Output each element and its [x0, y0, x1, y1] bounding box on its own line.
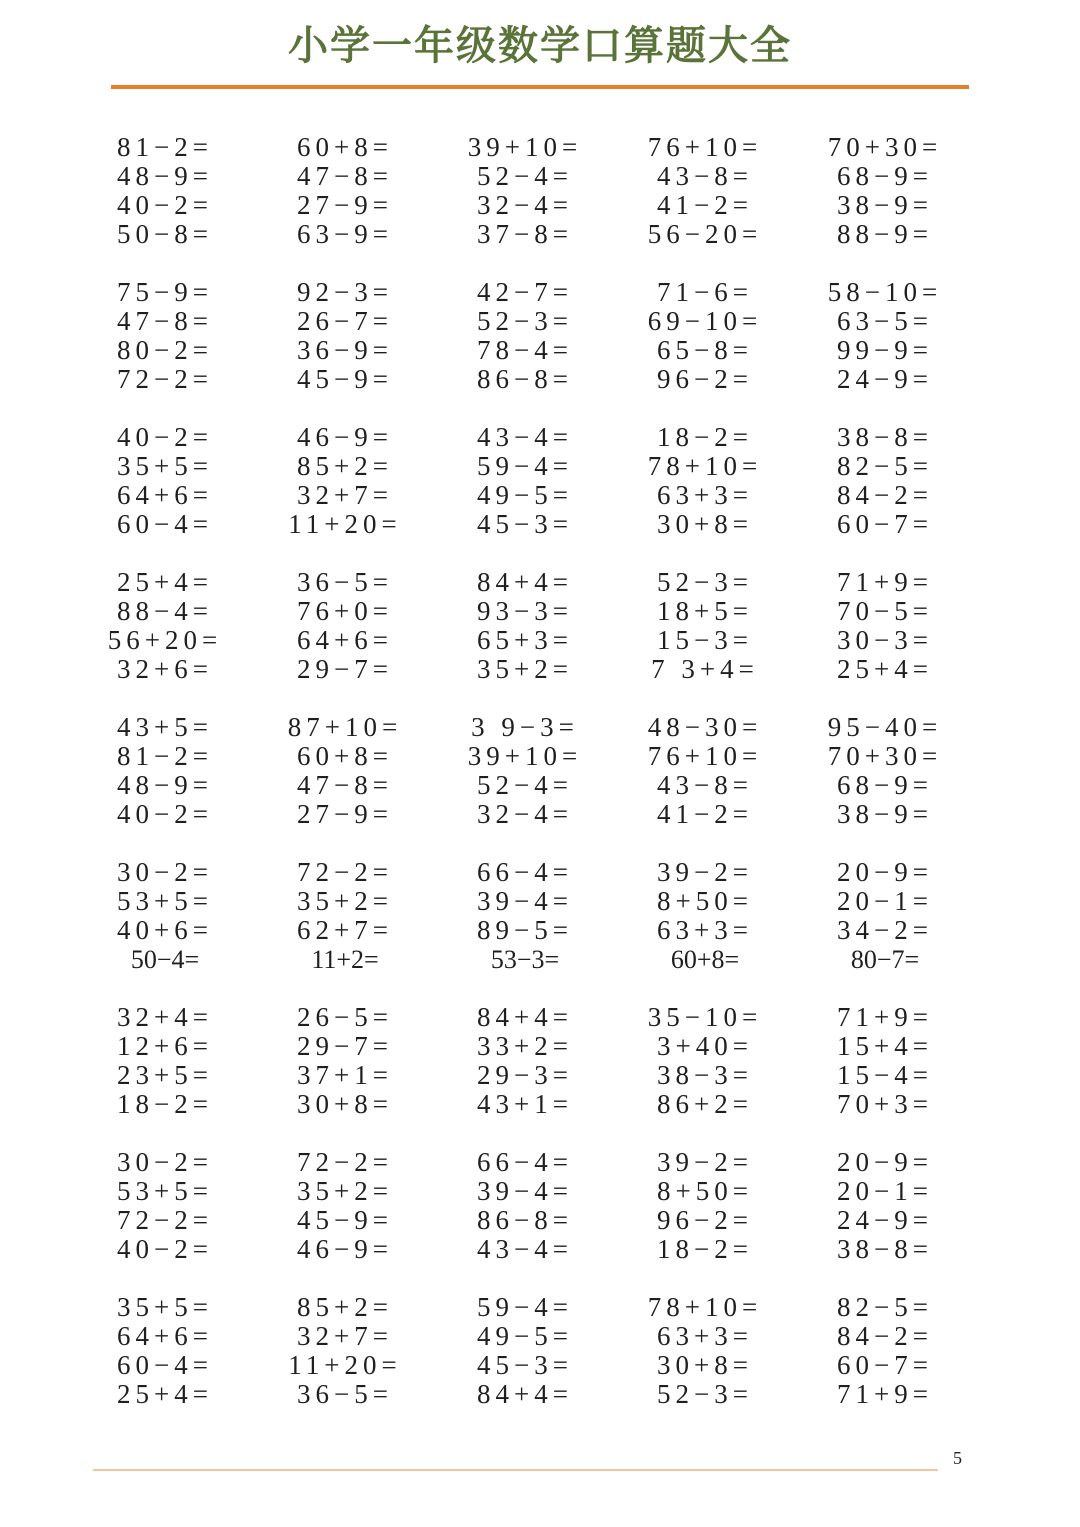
problem: 65+3= — [477, 625, 573, 655]
footer-divider — [93, 1469, 938, 1471]
problem: 40−2= — [117, 1234, 213, 1264]
problem: 68−9= — [837, 161, 933, 191]
problem: 71+9= — [837, 1379, 933, 1409]
problem-row — [75, 1032, 975, 1061]
problem: 70+3= — [837, 1089, 933, 1119]
problem: 65−8= — [657, 335, 753, 365]
problem: 52−3= — [477, 306, 573, 336]
problem: 52−4= — [477, 161, 573, 191]
problem: 35−10= — [647, 1002, 763, 1032]
problem: 63−9= — [297, 219, 393, 249]
problem: 45−9= — [297, 364, 393, 394]
problem: 75−9= — [117, 277, 213, 307]
problem: 72−2= — [117, 1205, 213, 1235]
problem-row — [75, 568, 975, 597]
problem: 84+4= — [477, 1379, 573, 1409]
problem-row — [75, 191, 975, 220]
problem: 72−2= — [117, 364, 213, 394]
problem: 60+8= — [670, 945, 740, 974]
problem: 78−4= — [477, 335, 573, 365]
problem: 47−8= — [297, 161, 393, 191]
problem: 76+10= — [647, 132, 763, 162]
problem: 78+10= — [647, 1292, 763, 1322]
problem: 32−4= — [477, 799, 573, 829]
problem: 88−4= — [117, 596, 213, 626]
problem-block — [75, 1293, 975, 1409]
problem-row — [75, 278, 975, 307]
problem: 35+2= — [477, 654, 573, 684]
problem-row — [75, 1177, 975, 1206]
problem: 11+20= — [288, 509, 402, 539]
problem: 43+1= — [477, 1089, 573, 1119]
problem: 96−2= — [657, 1205, 753, 1235]
problem: 80−7= — [850, 945, 920, 974]
problem: 39+10= — [467, 741, 583, 771]
problem: 89−5= — [477, 915, 573, 945]
problem-row — [75, 626, 975, 655]
problem: 32+4= — [117, 1002, 213, 1032]
problem: 38−8= — [837, 1234, 933, 1264]
problem-row — [75, 1090, 975, 1119]
problem: 64+6= — [297, 625, 393, 655]
problem-row — [75, 162, 975, 191]
problem: 39−2= — [657, 1147, 753, 1177]
problem: 38−9= — [837, 799, 933, 829]
problem: 15−3= — [657, 625, 753, 655]
problem: 84+4= — [477, 1002, 573, 1032]
problem-block — [75, 1148, 975, 1264]
problem: 29−7= — [297, 654, 393, 684]
problem: 81−2= — [117, 132, 213, 162]
problem-row — [75, 713, 975, 742]
problem: 11+20= — [288, 1350, 402, 1380]
problem-row — [75, 1003, 975, 1032]
problem: 32+7= — [297, 1321, 393, 1351]
problem: 60+8= — [297, 741, 393, 771]
problem: 35+2= — [297, 886, 393, 916]
problem-row — [75, 1235, 975, 1264]
problem: 36−5= — [297, 1379, 393, 1409]
problem: 60−4= — [117, 509, 213, 539]
problem: 70−5= — [837, 596, 933, 626]
problem-block — [75, 1003, 975, 1119]
problem: 37−8= — [477, 219, 573, 249]
problem-row — [75, 133, 975, 162]
problem: 15+4= — [837, 1031, 933, 1061]
problem: 70+30= — [827, 741, 943, 771]
problem: 37+1= — [297, 1060, 393, 1090]
problem: 71−6= — [657, 277, 753, 307]
problem-row — [75, 655, 975, 684]
problems-grid — [75, 133, 975, 1438]
problem: 43−8= — [657, 161, 753, 191]
problem: 71+9= — [837, 567, 933, 597]
problem: 7 3+4= — [651, 654, 759, 684]
problem-row — [75, 945, 975, 974]
problem: 15−4= — [837, 1060, 933, 1090]
problem: 43+5= — [117, 712, 213, 742]
problem: 41−2= — [657, 799, 753, 829]
problem: 49−5= — [477, 480, 573, 510]
problem: 25+4= — [117, 1379, 213, 1409]
problem: 84−2= — [837, 1321, 933, 1351]
problem: 18−2= — [657, 1234, 753, 1264]
problem: 92−3= — [297, 277, 393, 307]
problem: 43−4= — [477, 422, 573, 452]
problem-row — [75, 336, 975, 365]
problem: 48−9= — [117, 161, 213, 191]
problem-row — [75, 365, 975, 394]
problem: 87+10= — [287, 712, 403, 742]
problem-row — [75, 597, 975, 626]
problem: 39−4= — [477, 886, 573, 916]
problem: 45−9= — [297, 1205, 393, 1235]
problem: 23+5= — [117, 1060, 213, 1090]
problem: 24−9= — [837, 364, 933, 394]
problem: 34−2= — [837, 915, 933, 945]
problem: 29−7= — [297, 1031, 393, 1061]
problem: 32+7= — [297, 480, 393, 510]
problem-block — [75, 423, 975, 539]
problem: 40−2= — [117, 190, 213, 220]
problem: 39−4= — [477, 1176, 573, 1206]
problem: 53+5= — [117, 1176, 213, 1206]
problem: 38−9= — [837, 190, 933, 220]
problem: 59−4= — [477, 451, 573, 481]
problem: 53−3= — [490, 945, 560, 974]
problem: 82−5= — [837, 1292, 933, 1322]
problem: 56+20= — [107, 625, 223, 655]
problem: 63+3= — [657, 1321, 753, 1351]
problem: 36−5= — [297, 567, 393, 597]
problem-row — [75, 1206, 975, 1235]
problem-row — [75, 1148, 975, 1177]
problem: 60−7= — [837, 1350, 933, 1380]
problem: 39−2= — [657, 857, 753, 887]
problem: 40+6= — [117, 915, 213, 945]
problem: 20−1= — [837, 1176, 933, 1206]
problem: 3 9−3= — [471, 712, 579, 742]
problem-row — [75, 452, 975, 481]
problem: 47−8= — [297, 770, 393, 800]
problem: 53+5= — [117, 886, 213, 916]
problem: 71+9= — [837, 1002, 933, 1032]
problem-row — [75, 423, 975, 452]
problem: 85+2= — [297, 451, 393, 481]
problem: 18−2= — [657, 422, 753, 452]
problem: 20−1= — [837, 886, 933, 916]
problem: 66−4= — [477, 857, 573, 887]
problem: 40−2= — [117, 799, 213, 829]
problem: 30+8= — [657, 509, 753, 539]
problem: 56−20= — [647, 219, 763, 249]
problem-row — [75, 771, 975, 800]
problem: 3+40= — [657, 1031, 753, 1061]
problem: 30−2= — [117, 857, 213, 887]
problem: 50−8= — [117, 219, 213, 249]
problem: 45−3= — [477, 509, 573, 539]
problem-row — [75, 1322, 975, 1351]
page-number: 5 — [953, 1448, 962, 1468]
problem: 25+4= — [837, 654, 933, 684]
problem: 60+8= — [297, 132, 393, 162]
problem: 30+8= — [657, 1350, 753, 1380]
problem: 35+5= — [117, 1292, 213, 1322]
problem: 24−9= — [837, 1205, 933, 1235]
problem: 95−40= — [827, 712, 943, 742]
problem: 8+50= — [657, 886, 753, 916]
problem: 52−3= — [657, 1379, 753, 1409]
problem: 48−9= — [117, 770, 213, 800]
problem-row — [75, 220, 975, 249]
problem-row — [75, 1061, 975, 1090]
problem-row — [75, 742, 975, 771]
problem: 60−4= — [117, 1350, 213, 1380]
problem-block — [75, 713, 975, 829]
problem: 85+2= — [297, 1292, 393, 1322]
problem: 41−2= — [657, 190, 753, 220]
problem: 20−9= — [837, 1147, 933, 1177]
problem: 46−9= — [297, 1234, 393, 1264]
problem: 38−8= — [837, 422, 933, 452]
problem: 72−2= — [297, 857, 393, 887]
problem-block — [75, 278, 975, 394]
problem: 59−4= — [477, 1292, 573, 1322]
problem: 80−2= — [117, 335, 213, 365]
problem: 29−3= — [477, 1060, 573, 1090]
problem: 70+30= — [827, 132, 943, 162]
problem: 47−8= — [117, 306, 213, 336]
problem: 49−5= — [477, 1321, 573, 1351]
problem-row — [75, 916, 975, 945]
problem: 84−2= — [837, 480, 933, 510]
problem: 25+4= — [117, 567, 213, 597]
problem: 69−10= — [647, 306, 763, 336]
problem: 26−5= — [297, 1002, 393, 1032]
problem: 88−9= — [837, 219, 933, 249]
problem: 72−2= — [297, 1147, 393, 1177]
problem: 43−4= — [477, 1234, 573, 1264]
problem: 76+10= — [647, 741, 763, 771]
problem: 26−7= — [297, 306, 393, 336]
problem: 12+6= — [117, 1031, 213, 1061]
problem: 99−9= — [837, 335, 933, 365]
problem: 45−3= — [477, 1350, 573, 1380]
problem: 52−4= — [477, 770, 573, 800]
problem: 52−3= — [657, 567, 753, 597]
problem: 30−2= — [117, 1147, 213, 1177]
problem: 30+8= — [297, 1089, 393, 1119]
problem: 78+10= — [647, 451, 763, 481]
problem: 63−5= — [837, 306, 933, 336]
problem: 58−10= — [827, 277, 943, 307]
problem: 43−8= — [657, 770, 753, 800]
problem: 32+6= — [117, 654, 213, 684]
problem: 36−9= — [297, 335, 393, 365]
problem-row — [75, 1380, 975, 1409]
problem: 86+2= — [657, 1089, 753, 1119]
problem: 96−2= — [657, 364, 753, 394]
problem: 38−3= — [657, 1060, 753, 1090]
problem: 63+3= — [657, 915, 753, 945]
problem: 68−9= — [837, 770, 933, 800]
problem: 30−3= — [837, 625, 933, 655]
problem: 62+7= — [297, 915, 393, 945]
problem: 32−4= — [477, 190, 573, 220]
problem: 66−4= — [477, 1147, 573, 1177]
problem-row — [75, 858, 975, 887]
problem: 84+4= — [477, 567, 573, 597]
problem-row — [75, 800, 975, 829]
problem: 50−4= — [130, 945, 200, 974]
problem: 27−9= — [297, 799, 393, 829]
problem: 39+10= — [467, 132, 583, 162]
problem-block — [75, 858, 975, 974]
problem: 40−2= — [117, 422, 213, 452]
problem: 18+5= — [657, 596, 753, 626]
problem: 20−9= — [837, 857, 933, 887]
problem: 46−9= — [297, 422, 393, 452]
problem-row — [75, 481, 975, 510]
problem: 64+6= — [117, 480, 213, 510]
problem-block — [75, 133, 975, 249]
problem: 42−7= — [477, 277, 573, 307]
problem: 33+2= — [477, 1031, 573, 1061]
page-title: 小学一年级数学口算题大全 — [288, 23, 792, 68]
problem: 64+6= — [117, 1321, 213, 1351]
problem: 27−9= — [297, 190, 393, 220]
problem: 35+2= — [297, 1176, 393, 1206]
problem: 60−7= — [837, 509, 933, 539]
problem: 93−3= — [477, 596, 573, 626]
problem: 63+3= — [657, 480, 753, 510]
problem: 76+0= — [297, 596, 393, 626]
problem: 86−8= — [477, 1205, 573, 1235]
title-divider — [111, 85, 969, 89]
problem-block — [75, 568, 975, 684]
problem: 18−2= — [117, 1089, 213, 1119]
problem: 48−30= — [647, 712, 763, 742]
problem: 35+5= — [117, 451, 213, 481]
problem: 82−5= — [837, 451, 933, 481]
problem: 86−8= — [477, 364, 573, 394]
problem: 81−2= — [117, 741, 213, 771]
problem-row — [75, 887, 975, 916]
problem: 8+50= — [657, 1176, 753, 1206]
problem-row — [75, 1351, 975, 1380]
problem-row — [75, 307, 975, 336]
problem-row — [75, 1293, 975, 1322]
problem-row — [75, 510, 975, 539]
problem: 11+2= — [311, 945, 379, 974]
